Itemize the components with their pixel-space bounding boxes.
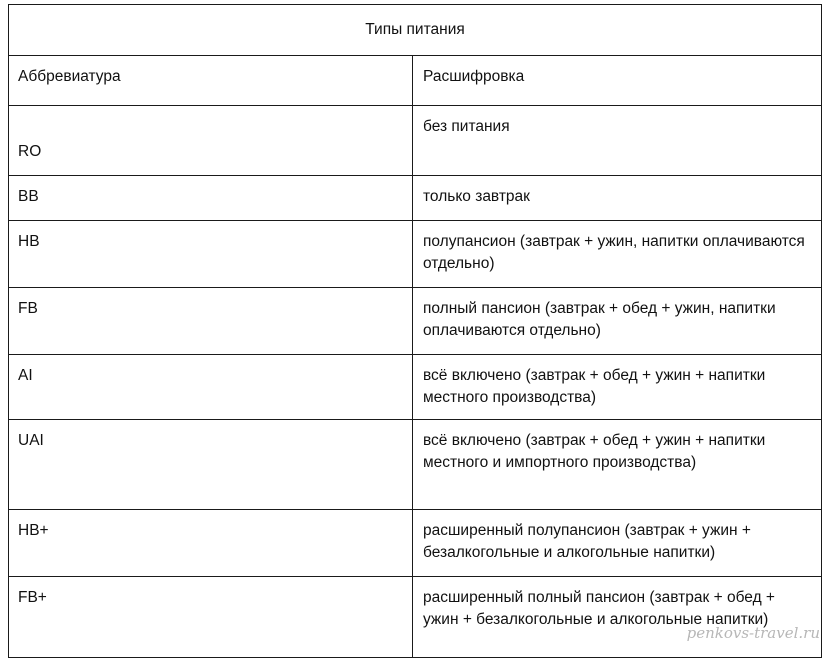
abbreviation-cell: FB+ bbox=[9, 577, 413, 657]
table-row bbox=[9, 176, 821, 221]
decoding-cell: всё включено (завтрак + обед + ужин + напитки местного производства) bbox=[423, 367, 766, 406]
header-abbreviation: Аббревиатура bbox=[9, 56, 413, 105]
table-row bbox=[9, 510, 821, 577]
site-watermark: penkovs-travel.ru bbox=[686, 624, 820, 642]
decoding-cell: всё включено (завтрак + обед + ужин + напитки местного и импортного производства) bbox=[423, 432, 766, 471]
table-title: Типы питания bbox=[9, 5, 821, 56]
abbreviation-cell: HB bbox=[9, 221, 413, 287]
abbreviation-cell: RO bbox=[9, 106, 413, 175]
header-decoding: Расшифровка bbox=[423, 68, 525, 85]
table-row bbox=[9, 221, 821, 288]
abbreviation-cell: BB bbox=[9, 176, 413, 220]
decoding-cell: расширенный полупансион (завтрак + ужин + безалкогольные и алкогольные напитки) bbox=[423, 522, 751, 561]
decoding-cell: полный пансион (завтрак + обед + ужин, напитки оплачиваются отдельно) bbox=[423, 300, 776, 339]
table-header-row bbox=[9, 56, 821, 106]
table-row bbox=[9, 288, 821, 355]
abbreviation-cell: HB+ bbox=[9, 510, 413, 576]
table-row bbox=[9, 577, 821, 657]
table-row bbox=[9, 420, 821, 510]
table-row bbox=[9, 355, 821, 420]
decoding-cell: только завтрак bbox=[423, 188, 530, 205]
abbreviation-cell: AI bbox=[9, 355, 413, 419]
meal-types-table bbox=[8, 4, 822, 658]
decoding-cell: расширенный полный пансион (завтрак + обед + ужин + безалкогольные и алкогольные напитки) bbox=[423, 589, 775, 628]
decoding-cell: полупансион (завтрак + ужин, напитки оплачиваются отдельно) bbox=[423, 233, 805, 272]
abbreviation-cell: FB bbox=[9, 288, 413, 354]
decoding-cell: без питания bbox=[423, 118, 510, 135]
abbreviation-cell: UAI bbox=[9, 420, 413, 509]
table-row bbox=[9, 106, 821, 176]
